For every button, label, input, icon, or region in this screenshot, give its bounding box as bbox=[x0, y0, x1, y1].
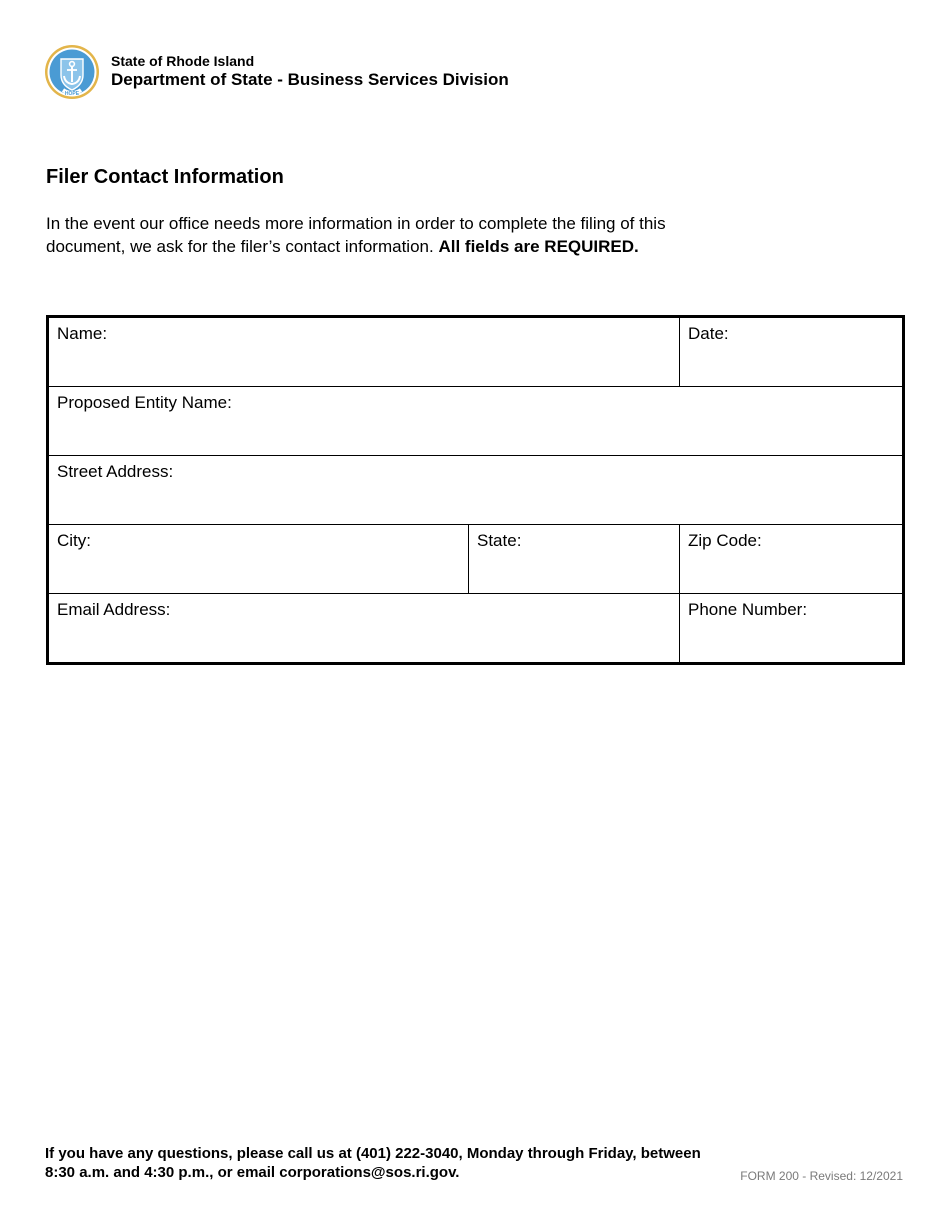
intro-paragraph bbox=[46, 212, 746, 258]
city-field[interactable] bbox=[49, 525, 469, 593]
form-row-name-date bbox=[49, 318, 902, 387]
date-label: Date: bbox=[688, 324, 729, 343]
entity-name-label: Proposed Entity Name: bbox=[57, 393, 232, 412]
footer-contact-note: If you have any questions, please call us at (401) 222-3040, Monday through Friday, between 8:30 a.m. and 4:30 p.m., or email corporations@sos.ri.gov. bbox=[45, 1145, 701, 1181]
zip-code-field[interactable] bbox=[680, 525, 902, 593]
header-text bbox=[111, 53, 509, 90]
page-header bbox=[44, 44, 509, 100]
phone-number-label: Phone Number: bbox=[688, 600, 808, 619]
phone-number-field[interactable] bbox=[680, 594, 902, 662]
form-row-street bbox=[49, 456, 902, 525]
ri-state-seal-icon bbox=[44, 44, 100, 100]
required-note: All fields are REQUIRED. bbox=[438, 237, 639, 256]
date-field[interactable] bbox=[680, 318, 902, 386]
form-revision-id: FORM 200 - Revised: 12/2021 bbox=[740, 1169, 903, 1183]
form-row-entity bbox=[49, 387, 902, 456]
name-label: Name: bbox=[57, 324, 108, 343]
intro-text: In the event our office needs more information in order to complete the filing of this document, we ask for the filer’s contact information. bbox=[46, 214, 666, 256]
street-address-label: Street Address: bbox=[57, 462, 174, 481]
form-row-email-phone bbox=[49, 594, 902, 662]
email-address-field[interactable] bbox=[49, 594, 680, 662]
email-address-label: Email Address: bbox=[57, 600, 171, 619]
division-name: Department of State - Business Services Division bbox=[111, 70, 509, 90]
name-field[interactable] bbox=[49, 318, 680, 386]
street-address-field[interactable] bbox=[49, 456, 902, 524]
state-field[interactable] bbox=[469, 525, 680, 593]
zip-code-label: Zip Code: bbox=[688, 531, 762, 550]
city-label: City: bbox=[57, 531, 91, 550]
entity-name-field[interactable] bbox=[49, 387, 902, 455]
state-label: State: bbox=[477, 531, 522, 550]
form-row-city-state-zip bbox=[49, 525, 902, 594]
section-title: Filer Contact Information bbox=[46, 166, 284, 188]
state-name: State of Rhode Island bbox=[111, 53, 255, 70]
filer-contact-form bbox=[46, 315, 905, 665]
seal-motto: HOPE bbox=[64, 91, 80, 97]
